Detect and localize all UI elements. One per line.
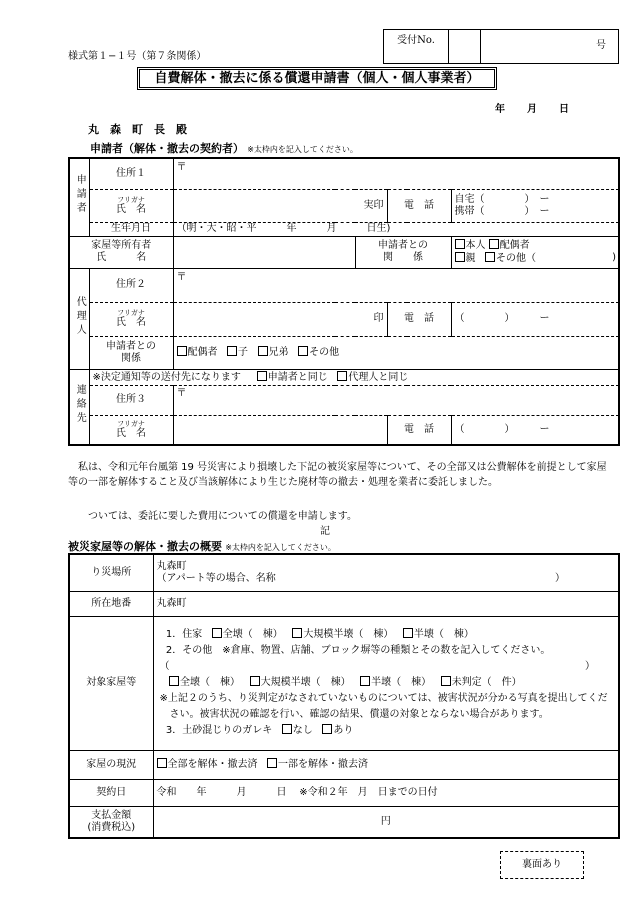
payment-amount-field[interactable]: 円 xyxy=(153,806,619,838)
receipt-box xyxy=(383,29,619,64)
address1-label: 住所１ xyxy=(89,158,173,189)
contact-phone-label: 電 話 xyxy=(387,415,451,445)
checkbox[interactable] xyxy=(298,346,308,356)
checkbox[interactable] xyxy=(441,676,451,686)
checkbox[interactable] xyxy=(485,252,495,262)
lot-number-field[interactable]: 丸森町 xyxy=(153,591,619,616)
target-buildings-field[interactable]: 1．住家 全壊（ 棟） 大規模半壊（ 棟） 半壊（ 棟） 2．その他 ※倉庫、物置、店舗、ブロック塀等の種類とその数を記入してください。 （ ） 全壊（ 棟） 大規模半壊（ 棟） 半壊（ 棟） 未判定（ 件） ※上記２のうち、り災判定がなされていないものについては、被害状況が分かる写真を提出してください。被害状況の確認を行い、確認の結果、償還の対象とならない場合があります。 3．土砂混じりのガレキ なし あり xyxy=(153,616,619,750)
owner-relation-options[interactable]: 本人 配偶者 親 その他（ ) xyxy=(451,236,619,268)
receipt-suffix: 号 xyxy=(596,40,606,51)
checkbox[interactable] xyxy=(403,628,413,638)
date-line: 年 月 日 xyxy=(495,104,569,115)
contract-date-field[interactable]: 令和 年 月 日 ※令和２年 月 日までの日付 xyxy=(153,779,619,806)
agent-name-label: フリガナ 氏 名 xyxy=(89,302,173,336)
building-status-field[interactable]: 全部を解体・撤去済 一部を解体・撤去済 xyxy=(153,750,619,779)
form-id: 様式第１−１号（第７条関係） xyxy=(68,51,207,62)
disaster-location-field[interactable]: 丸森町 （アパート等の場合、名称 ） xyxy=(153,554,619,591)
applicant-heading: 申請者（解体・撤去の契約者） ※太枠内を記入してください。 xyxy=(90,142,358,155)
agent-phone-field[interactable]: （ ） ー xyxy=(451,302,619,336)
checkbox[interactable] xyxy=(258,346,268,356)
agent-name-field[interactable]: 印 xyxy=(173,302,387,336)
checkbox[interactable] xyxy=(455,239,465,249)
applicant-name-label: フリガナ 氏 名 xyxy=(89,189,173,222)
contact-name-field[interactable] xyxy=(173,415,387,445)
agent-relation-label: 申請者との 関係 xyxy=(89,336,173,369)
checkbox[interactable] xyxy=(212,628,222,638)
checkbox[interactable] xyxy=(157,758,167,768)
contract-date-label: 契約日 xyxy=(69,779,153,806)
address2-field[interactable]: 〒 xyxy=(173,268,619,302)
address3-label: 住所３ xyxy=(89,385,173,415)
disaster-location-label: り災場所 xyxy=(69,554,153,591)
checkbox[interactable] xyxy=(177,346,187,356)
building-status-label: 家屋の現況 xyxy=(69,750,153,779)
checkbox[interactable] xyxy=(250,676,260,686)
address3-field[interactable]: 〒 xyxy=(173,385,619,415)
contact-note-row: ※決定通知等の送付先になります 申請者と同じ 代理人と同じ xyxy=(89,369,619,385)
address2-label: 住所２ xyxy=(89,268,173,302)
checkbox[interactable] xyxy=(337,371,347,381)
checkbox[interactable] xyxy=(322,724,332,734)
checkbox[interactable] xyxy=(227,346,237,356)
contact-name-label: フリガナ 氏 名 xyxy=(89,415,173,445)
agent-phone-label: 電 話 xyxy=(387,302,451,336)
checkbox[interactable] xyxy=(360,676,370,686)
agent-group-label: 代理人 xyxy=(69,268,89,369)
owner-label: 家屋等所有者 氏 名 xyxy=(69,236,173,268)
applicant-group-label: 申請者 xyxy=(69,158,89,236)
lot-number-label: 所在地番 xyxy=(69,591,153,616)
owner-name-field[interactable] xyxy=(173,236,355,268)
addressee: 丸 森 町 長 殿 xyxy=(88,123,187,136)
request-text: ついては、委託に要した費用についての償還を申請します。 xyxy=(88,511,357,522)
checkbox[interactable] xyxy=(267,758,277,768)
checkbox[interactable] xyxy=(169,676,179,686)
payment-amount-label: 支払金額 (消費税込) xyxy=(69,806,153,838)
receipt-number-field[interactable] xyxy=(448,30,481,63)
checkbox[interactable] xyxy=(257,371,267,381)
checkbox[interactable] xyxy=(282,724,292,734)
overview-table xyxy=(68,553,620,839)
ki-label: 記 xyxy=(320,526,330,537)
owner-relation-label: 申請者との 関 係 xyxy=(355,236,451,268)
receipt-label: 受付No. xyxy=(384,30,449,63)
contact-group-label: 連絡先 xyxy=(69,369,89,445)
applicant-phone-field[interactable]: 自宅（ ） ー 携帯（ ） ー xyxy=(451,189,619,222)
contact-phone-field[interactable]: （ ） ー xyxy=(454,423,550,435)
birth-field[interactable]: （明・大・昭・平 年 月 日生) xyxy=(173,222,619,236)
declaration-text: 私は、令和元年台風第 19 号災害により損壊した下記の被災家屋等について、その全部又は公費解体を前提として家屋等の一部を解体すること及び当該解体により生じた廃材等の撤去・処理を業者に委託しました。 xyxy=(68,462,607,488)
back-side-note: 裏面あり xyxy=(500,851,584,879)
checkbox[interactable] xyxy=(292,628,302,638)
applicant-name-field[interactable]: 実印 xyxy=(173,189,387,222)
page-title: 自費解体・撤去に係る償還申請書（個人・個人事業者） xyxy=(139,69,495,88)
agent-relation-options[interactable]: 配偶者 子 兄弟 その他 xyxy=(173,336,619,369)
target-buildings-label: 対象家屋等 xyxy=(69,616,153,750)
applicant-phone-label: 電 話 xyxy=(387,189,451,222)
birth-label: 生年月日 xyxy=(89,222,173,236)
overview-heading: 被災家屋等の解体・撤去の概要 ※太枠内を記入してください。 xyxy=(68,540,336,553)
checkbox[interactable] xyxy=(489,239,499,249)
address1-field[interactable]: 〒 xyxy=(173,158,619,189)
checkbox[interactable] xyxy=(455,252,465,262)
applicant-table xyxy=(68,157,620,446)
